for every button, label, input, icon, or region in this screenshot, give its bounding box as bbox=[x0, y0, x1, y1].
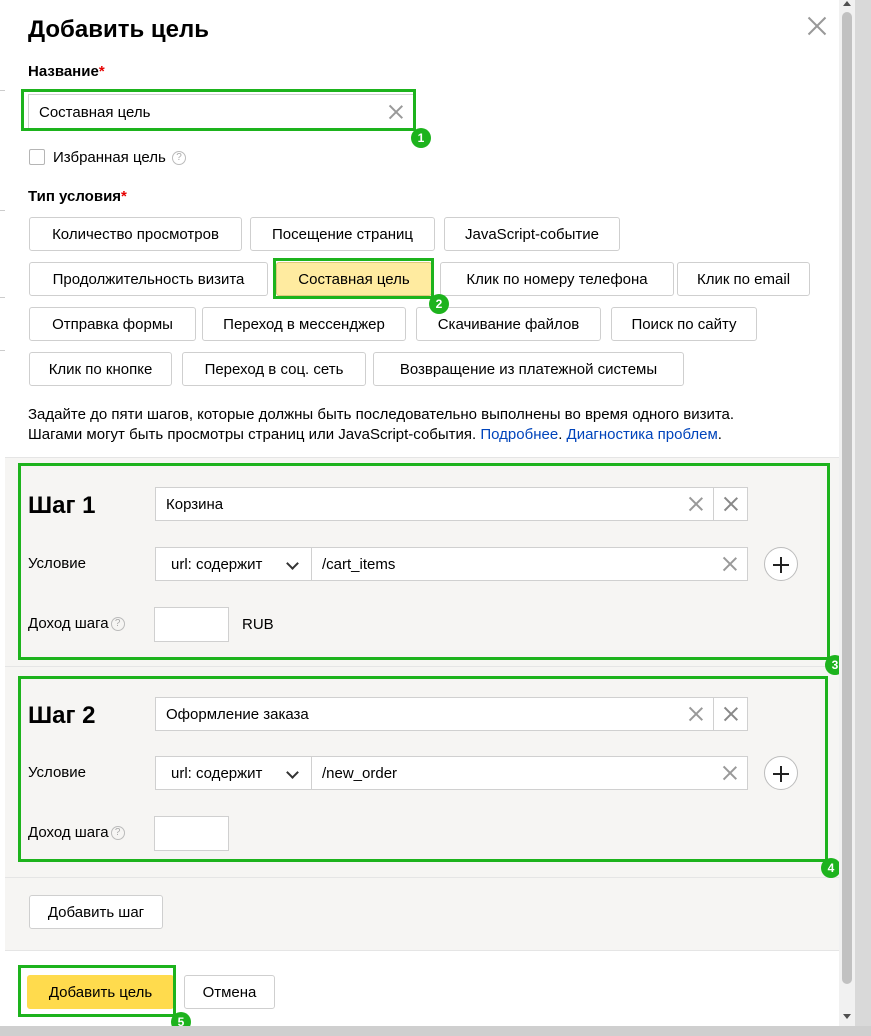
help-icon[interactable]: ? bbox=[172, 151, 186, 165]
step-2-condition-label: Условие bbox=[28, 764, 86, 781]
step-1-operator-select[interactable]: url: содержит bbox=[155, 547, 312, 581]
favorite-checkbox[interactable] bbox=[29, 149, 45, 165]
clear-icon[interactable] bbox=[723, 557, 737, 571]
divider bbox=[5, 457, 839, 458]
scroll-up-icon[interactable] bbox=[843, 1, 851, 6]
annotation-badge-3: 3 bbox=[825, 655, 845, 675]
add-goal-button[interactable]: Добавить цель bbox=[27, 975, 174, 1009]
scrollbar-thumb[interactable] bbox=[842, 12, 852, 984]
dialog-title: Добавить цель bbox=[28, 16, 210, 43]
chip-page-visit[interactable]: Посещение страниц bbox=[250, 217, 435, 251]
help-icon[interactable]: ? bbox=[111, 617, 125, 631]
chip-phone-click[interactable]: Клик по номеру телефона bbox=[440, 262, 674, 296]
clear-icon[interactable] bbox=[389, 105, 403, 119]
help-icon[interactable]: ? bbox=[111, 826, 125, 840]
link-more[interactable]: Подробнее bbox=[480, 426, 559, 443]
add-step-button[interactable]: Добавить шаг bbox=[29, 895, 163, 929]
chip-composite-goal[interactable]: Составная цель bbox=[276, 262, 432, 296]
goal-name-input[interactable] bbox=[28, 94, 414, 130]
chip-js-event[interactable]: JavaScript-событие bbox=[444, 217, 620, 251]
chip-file-download[interactable]: Скачивание файлов bbox=[416, 307, 601, 341]
link-diagnostics[interactable]: Диагностика проблем bbox=[566, 426, 718, 443]
goal-name-value: Составная цель bbox=[39, 103, 151, 121]
step-2-income-input[interactable] bbox=[154, 816, 229, 851]
step-2-condition-input[interactable]: /new_order bbox=[311, 756, 748, 790]
step-1-remove-icon[interactable] bbox=[713, 487, 748, 521]
divider bbox=[5, 666, 839, 667]
annotation-badge-5: 5 bbox=[171, 1012, 191, 1026]
clear-icon[interactable] bbox=[689, 707, 703, 721]
chip-button-click[interactable]: Клик по кнопке bbox=[29, 352, 172, 386]
name-label: Название* bbox=[28, 63, 105, 80]
cancel-button[interactable]: Отмена bbox=[184, 975, 275, 1009]
step-2-operator-select[interactable]: url: содержит bbox=[155, 756, 312, 790]
divider bbox=[5, 950, 839, 951]
step-1-name-input[interactable]: Корзина bbox=[155, 487, 714, 521]
condition-type-label: Тип условия* bbox=[28, 188, 127, 205]
vertical-scrollbar[interactable] bbox=[839, 0, 855, 1026]
chip-site-search[interactable]: Поиск по сайту bbox=[611, 307, 757, 341]
step-2-remove-icon[interactable] bbox=[713, 697, 748, 731]
annotation-badge-2: 2 bbox=[429, 294, 449, 314]
step-2-income-label: Доход шага ? bbox=[28, 824, 125, 841]
chevron-down-icon bbox=[286, 766, 299, 779]
chevron-down-icon bbox=[286, 557, 299, 570]
clear-icon[interactable] bbox=[723, 766, 737, 780]
chip-messenger[interactable]: Переход в мессенджер bbox=[202, 307, 406, 341]
add-goal-dialog bbox=[5, 0, 855, 1026]
chip-visit-duration[interactable]: Продолжительность визита bbox=[29, 262, 268, 296]
step-1-title: Шаг 1 bbox=[28, 492, 96, 519]
step-1-income-label: Доход шага ? bbox=[28, 615, 125, 632]
step-1-condition-label: Условие bbox=[28, 555, 86, 572]
step-1-income-input[interactable] bbox=[154, 607, 229, 642]
chip-social-network[interactable]: Переход в соц. сеть bbox=[182, 352, 366, 386]
horizontal-scrollbar[interactable] bbox=[0, 1026, 871, 1036]
chip-email-click[interactable]: Клик по email bbox=[677, 262, 810, 296]
step-1-condition-input[interactable]: /cart_items bbox=[311, 547, 748, 581]
annotation-badge-1: 1 bbox=[411, 128, 431, 148]
add-condition-icon[interactable] bbox=[764, 547, 798, 581]
annotation-badge-4: 4 bbox=[821, 858, 841, 878]
chip-payment-return[interactable]: Возвращение из платежной системы bbox=[373, 352, 684, 386]
close-icon[interactable] bbox=[805, 14, 829, 38]
divider bbox=[5, 877, 839, 878]
steps-description: Задайте до пяти шагов, которые должны быть последовательно выполнены во время одного визита. Шагами могут быть просмотры страниц или JavaScript-события. Подробнее. Диагностика проблем. bbox=[28, 406, 735, 443]
chip-pageviews[interactable]: Количество просмотров bbox=[29, 217, 242, 251]
chip-form-submit[interactable]: Отправка формы bbox=[29, 307, 196, 341]
clear-icon[interactable] bbox=[689, 497, 703, 511]
favorite-label: Избранная цель ? bbox=[53, 149, 186, 166]
step-2-name-input[interactable]: Оформление заказа bbox=[155, 697, 714, 731]
step-2-title: Шаг 2 bbox=[28, 702, 96, 729]
add-condition-icon[interactable] bbox=[764, 756, 798, 790]
scroll-down-icon[interactable] bbox=[843, 1014, 851, 1019]
currency-label: RUB bbox=[242, 616, 274, 633]
